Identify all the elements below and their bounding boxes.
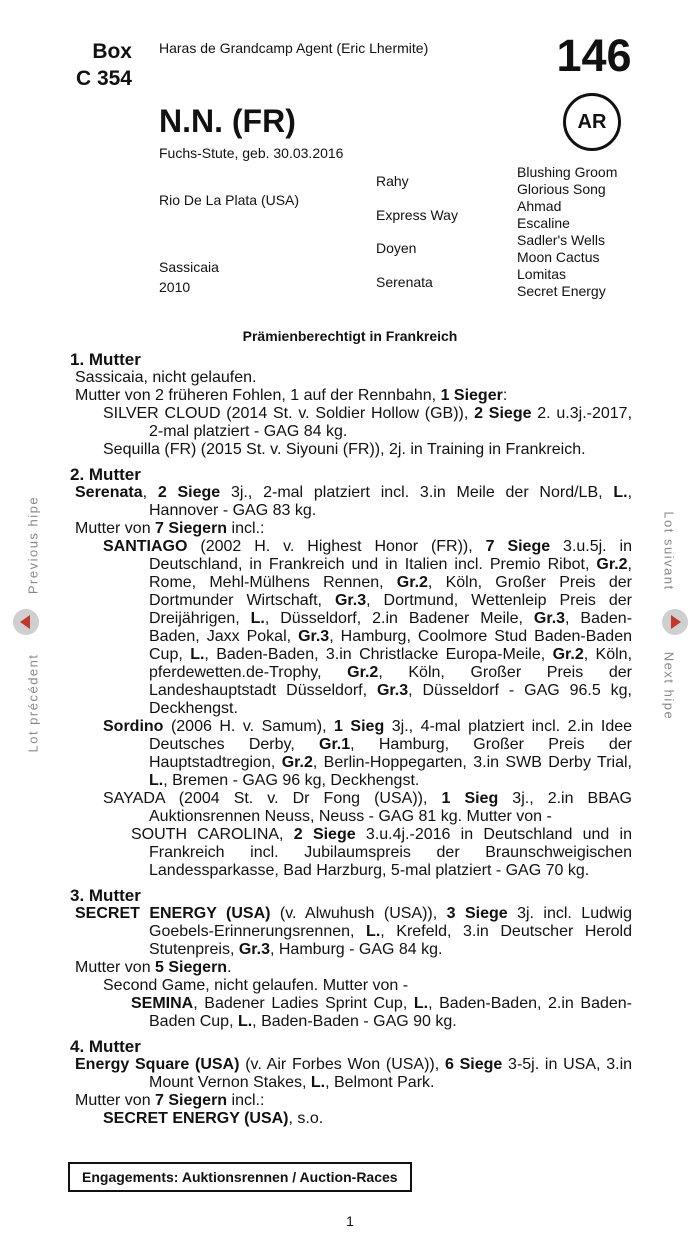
ar-badge: AR [563, 93, 621, 151]
pedigree-gp-1: Blushing Groom [517, 164, 618, 180]
arrow-right-icon [671, 615, 681, 629]
offspring-semina: SEMINA, Badener Ladies Sprint Cup, L., Baden-Baden, 2.in Baden-Baden Cup, L., Baden-Baden - GAG 90 kg. [131, 995, 633, 1030]
engagements-box: Engagements: Auktionsrennen / Auction-Races [68, 1162, 412, 1192]
offspring-south-carolina: SOUTH CAROLINA, 2 Siege 3.u.4j.-2016 in Deutschland und in Frankreich incl. Jubilaumspreis der Braunschweigischen Landessparkasse, Bad Harzburg, 5-mal platziert - GAG 70 kg. [131, 826, 633, 879]
fourth-dam-section [70, 1037, 632, 1128]
fourth-dam-record: Energy Square (USA) (v. Air Forbes Won (USA)), 6 Siege 3-5j. in USA, 3.in Mount Vernon Stakes, L., Belmont Park. [75, 1056, 633, 1091]
offspring-secret-energy: SECRET ENERGY (USA), s.o. [103, 1110, 324, 1127]
pedigree-sire: Rio De La Plata (USA) [159, 192, 300, 208]
third-dam-section [70, 886, 632, 1031]
third-dam-record: SECRET ENERGY (USA) (v. Alwuhush (USA)), 3 Siege 3j. incl. Ludwig Goebels-Erinnerungsrennen, L., Krefeld, 3.in Deutscher Herold Stutenpreis, Gr.3, Hamburg - GAG 84 kg. [75, 905, 633, 958]
offspring-silver-cloud: SILVER CLOUD (2014 St. v. Soldier Hollow (GB)), 2 Siege 2. u.3j.-2017, 2-mal platziert - GAG 84 kg. [103, 405, 633, 440]
consignor: Haras de Grandcamp Agent (Eric Lhermite) [159, 40, 429, 56]
previous-lot-label[interactable]: Lot précédent [25, 653, 41, 753]
pedigree-dam-dam: Serenata [376, 274, 433, 290]
next-lot-label[interactable]: Lot suivant [661, 511, 677, 591]
second-dam-produce: Mutter von 7 Siegern incl.: [75, 520, 265, 537]
pedigree-gp-6: Moon Cactus [517, 249, 600, 265]
lot-number: 146 [556, 30, 632, 81]
first-dam-section [70, 350, 632, 459]
family-text [70, 350, 632, 1134]
pedigree-gp-7: Lomitas [517, 266, 567, 282]
premium-eligibility: Prämienberechtigt in Frankreich [242, 328, 458, 344]
pedigree-sire-dam: Express Way [376, 207, 458, 223]
offspring-santiago: SANTIAGO (2002 H. v. Highest Honor (FR)), 7 Siege 3.u.5j. in Deutschland, in Frankreich und in Italien incl. Premio Ribot, Gr.2, Rome, Mehl-Mülhens Rennen, Gr.2, Köln, Großer Preis der Dortmunder Wirtschaft, Gr.3, Dortmund, Wettenleip Preis der Dreijährigen, L., Düsseldorf, 2.in Badener Meile, Gr.3, Baden-Baden, Jaxx Pokal, Gr.3, Hamburg, Coolmore Stud Baden-Baden Cup, L., Baden-Baden, 3.in Christlacke Europa-Meile, Gr.2, Köln, pferdewetten.de-Trophy, Gr.2, Köln, Großer Preis der Landeshauptstadt Düsseldorf, Gr.3, Düsseldorf - GAG 96.5 kg, Deckhengst. [103, 538, 633, 717]
box-code: C 354 [75, 67, 132, 90]
next-lot-button[interactable] [662, 609, 688, 635]
box-label: Box [92, 40, 132, 63]
first-dam-produce: Mutter von 2 früheren Fohlen, 1 auf der Rennbahn, 1 Sieger: [75, 387, 508, 404]
pedigree-dam: Sassicaia [159, 259, 219, 275]
first-dam-heading: 1. Mutter [70, 350, 141, 369]
pedigree-gp-4: Escaline [517, 215, 570, 231]
offspring-sequilla: Sequilla (FR) (2015 St. v. Siyouni (FR)), 2j. in Training in Frankreich. [103, 441, 586, 458]
pedigree-grandparents [517, 164, 617, 300]
arrow-left-icon [20, 615, 30, 629]
previous-hipe-label[interactable]: Previous hipe [25, 495, 41, 595]
offspring-sayada: SAYADA (2004 St. v. Dr Fong (USA)), 1 Sieg 3j., 2.in BBAG Auktionsrennen Neuss, Neuss - GAG 81 kg. Mutter von - [103, 790, 633, 825]
offspring-second-game: Second Game, nicht gelaufen. Mutter von - [103, 977, 409, 994]
pedigree-dam-year: 2010 [159, 279, 191, 295]
pedigree-gp-2: Glorious Song [517, 181, 606, 197]
horse-description: Fuchs-Stute, geb. 30.03.2016 [159, 145, 344, 161]
fourth-dam-produce: Mutter von 7 Siegern incl.: [75, 1092, 265, 1109]
pedigree-gp-5: Sadler's Wells [517, 232, 605, 248]
pedigree-sire-sire: Rahy [376, 173, 409, 189]
next-hipe-label[interactable]: Next hipe [661, 651, 677, 721]
previous-lot-button[interactable] [13, 609, 39, 635]
third-dam-heading: 3. Mutter [70, 886, 141, 905]
pedigree-gp-3: Ahmad [517, 198, 562, 214]
page-number: 1 [346, 1213, 354, 1229]
pedigree-gp-8: Secret Energy [517, 283, 606, 299]
box-number [70, 38, 132, 92]
offspring-sordino: Sordino (2006 H. v. Samum), 1 Sieg 3j., 4-mal platziert incl. 2.in Idee Deutsches Derby, Gr.1, Hamburg, Großer Preis der Hauptstadtregion, Gr.2, Berlin-Hoppegarten, 3.in SWB Derby Trial, L., Bremen - GAG 96 kg, Deckhengst. [103, 718, 633, 789]
horse-name: N.N. (FR) [159, 103, 296, 139]
first-dam-line: Sassicaia, nicht gelaufen. [75, 369, 257, 386]
second-dam-record: Serenata, 2 Siege 3j., 2-mal platziert incl. 3.in Meile der Nord/LB, L., Hannover - GAG 83 kg. [75, 484, 633, 519]
third-dam-produce: Mutter von 5 Siegern. [75, 959, 232, 976]
second-dam-heading: 2. Mutter [70, 465, 141, 484]
pedigree-dam-sire: Doyen [376, 240, 417, 256]
second-dam-section [70, 465, 632, 880]
fourth-dam-heading: 4. Mutter [70, 1037, 141, 1056]
